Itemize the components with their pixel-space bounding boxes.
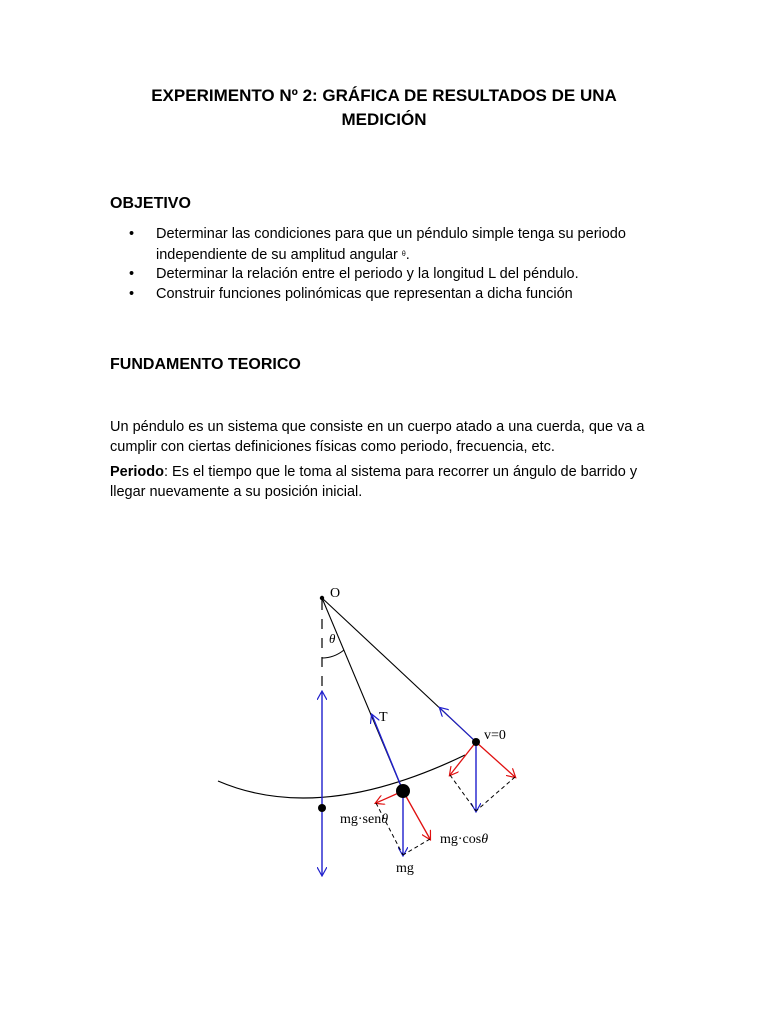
equilibrium-point [318, 804, 326, 812]
periodo-paragraph [110, 462, 670, 502]
extreme-red-arrow-right [476, 742, 515, 777]
intro-paragraph: Un péndulo es un sistema que consiste en un cuerpo atado a una cuerda, que va a cumplir con ciertas definiciones físicas como periodo, frecuencia, etc. [110, 419, 645, 455]
theta-arc [322, 650, 344, 658]
bullet-icon: • [129, 285, 135, 302]
mg-cos-arrow [403, 791, 430, 839]
theta-symbol: θ [401, 250, 406, 258]
theta-label: θ [329, 631, 336, 646]
list-item [110, 225, 670, 265]
extreme-red-arrow-left [450, 742, 476, 775]
section-heading-fundamento: FUNDAMENTO TEORICO [110, 356, 301, 373]
periodo-term: Periodo [110, 464, 164, 480]
tension-label: T [379, 710, 388, 725]
list-item [110, 285, 670, 305]
mg-cos-label [440, 832, 488, 847]
extreme-tension-arrow [440, 708, 476, 742]
dashed-construction-1 [376, 803, 403, 855]
objetivo-list [110, 225, 670, 304]
extreme-dashed-1 [450, 775, 476, 811]
mg-sen-label [340, 812, 388, 827]
mg-sen-theta: θ [381, 812, 389, 827]
list-item-text: Determinar la relación entre el periodo y la longitud L del péndulo. [156, 266, 579, 282]
pivot-point [320, 596, 324, 600]
extreme-bob [472, 738, 480, 746]
swing-arc [218, 755, 465, 798]
list-item-text: Construir funciones polinómicas que representan a dicha función [156, 285, 573, 302]
extreme-dashed-2 [476, 777, 515, 811]
velocity-zero-label: v=0 [484, 728, 506, 743]
list-item-text: Determinar las condiciones para que un péndulo simple tenga su periodo independiente de su amplitud angular [156, 226, 626, 263]
pendulum-bob [396, 784, 410, 798]
page-title: EXPERIMENTO Nº 2: GRÁFICA DE RESULTADOS DE UNA MEDICIÓN [151, 86, 617, 129]
pendulum-diagram [200, 575, 540, 885]
tension-arrow [372, 715, 403, 791]
mg-cos-text: mg·cos [440, 832, 482, 847]
section-heading-objetivo: OBJETIVO [110, 195, 191, 212]
mg-cos-theta: θ [481, 832, 489, 847]
list-item [110, 265, 670, 285]
origin-label: O [330, 586, 341, 601]
mg-label: mg [396, 861, 414, 876]
list-item-end: . [405, 246, 410, 263]
mg-sen-text: mg·sen [340, 812, 382, 827]
dashed-construction-2 [403, 839, 430, 855]
periodo-definition: : Es el tiempo que le toma al sistema para recorrer un ángulo de barrido y llegar nuevamente a su posición inicial. [110, 464, 638, 500]
bullet-icon: • [129, 226, 135, 242]
bullet-icon: • [129, 266, 135, 282]
